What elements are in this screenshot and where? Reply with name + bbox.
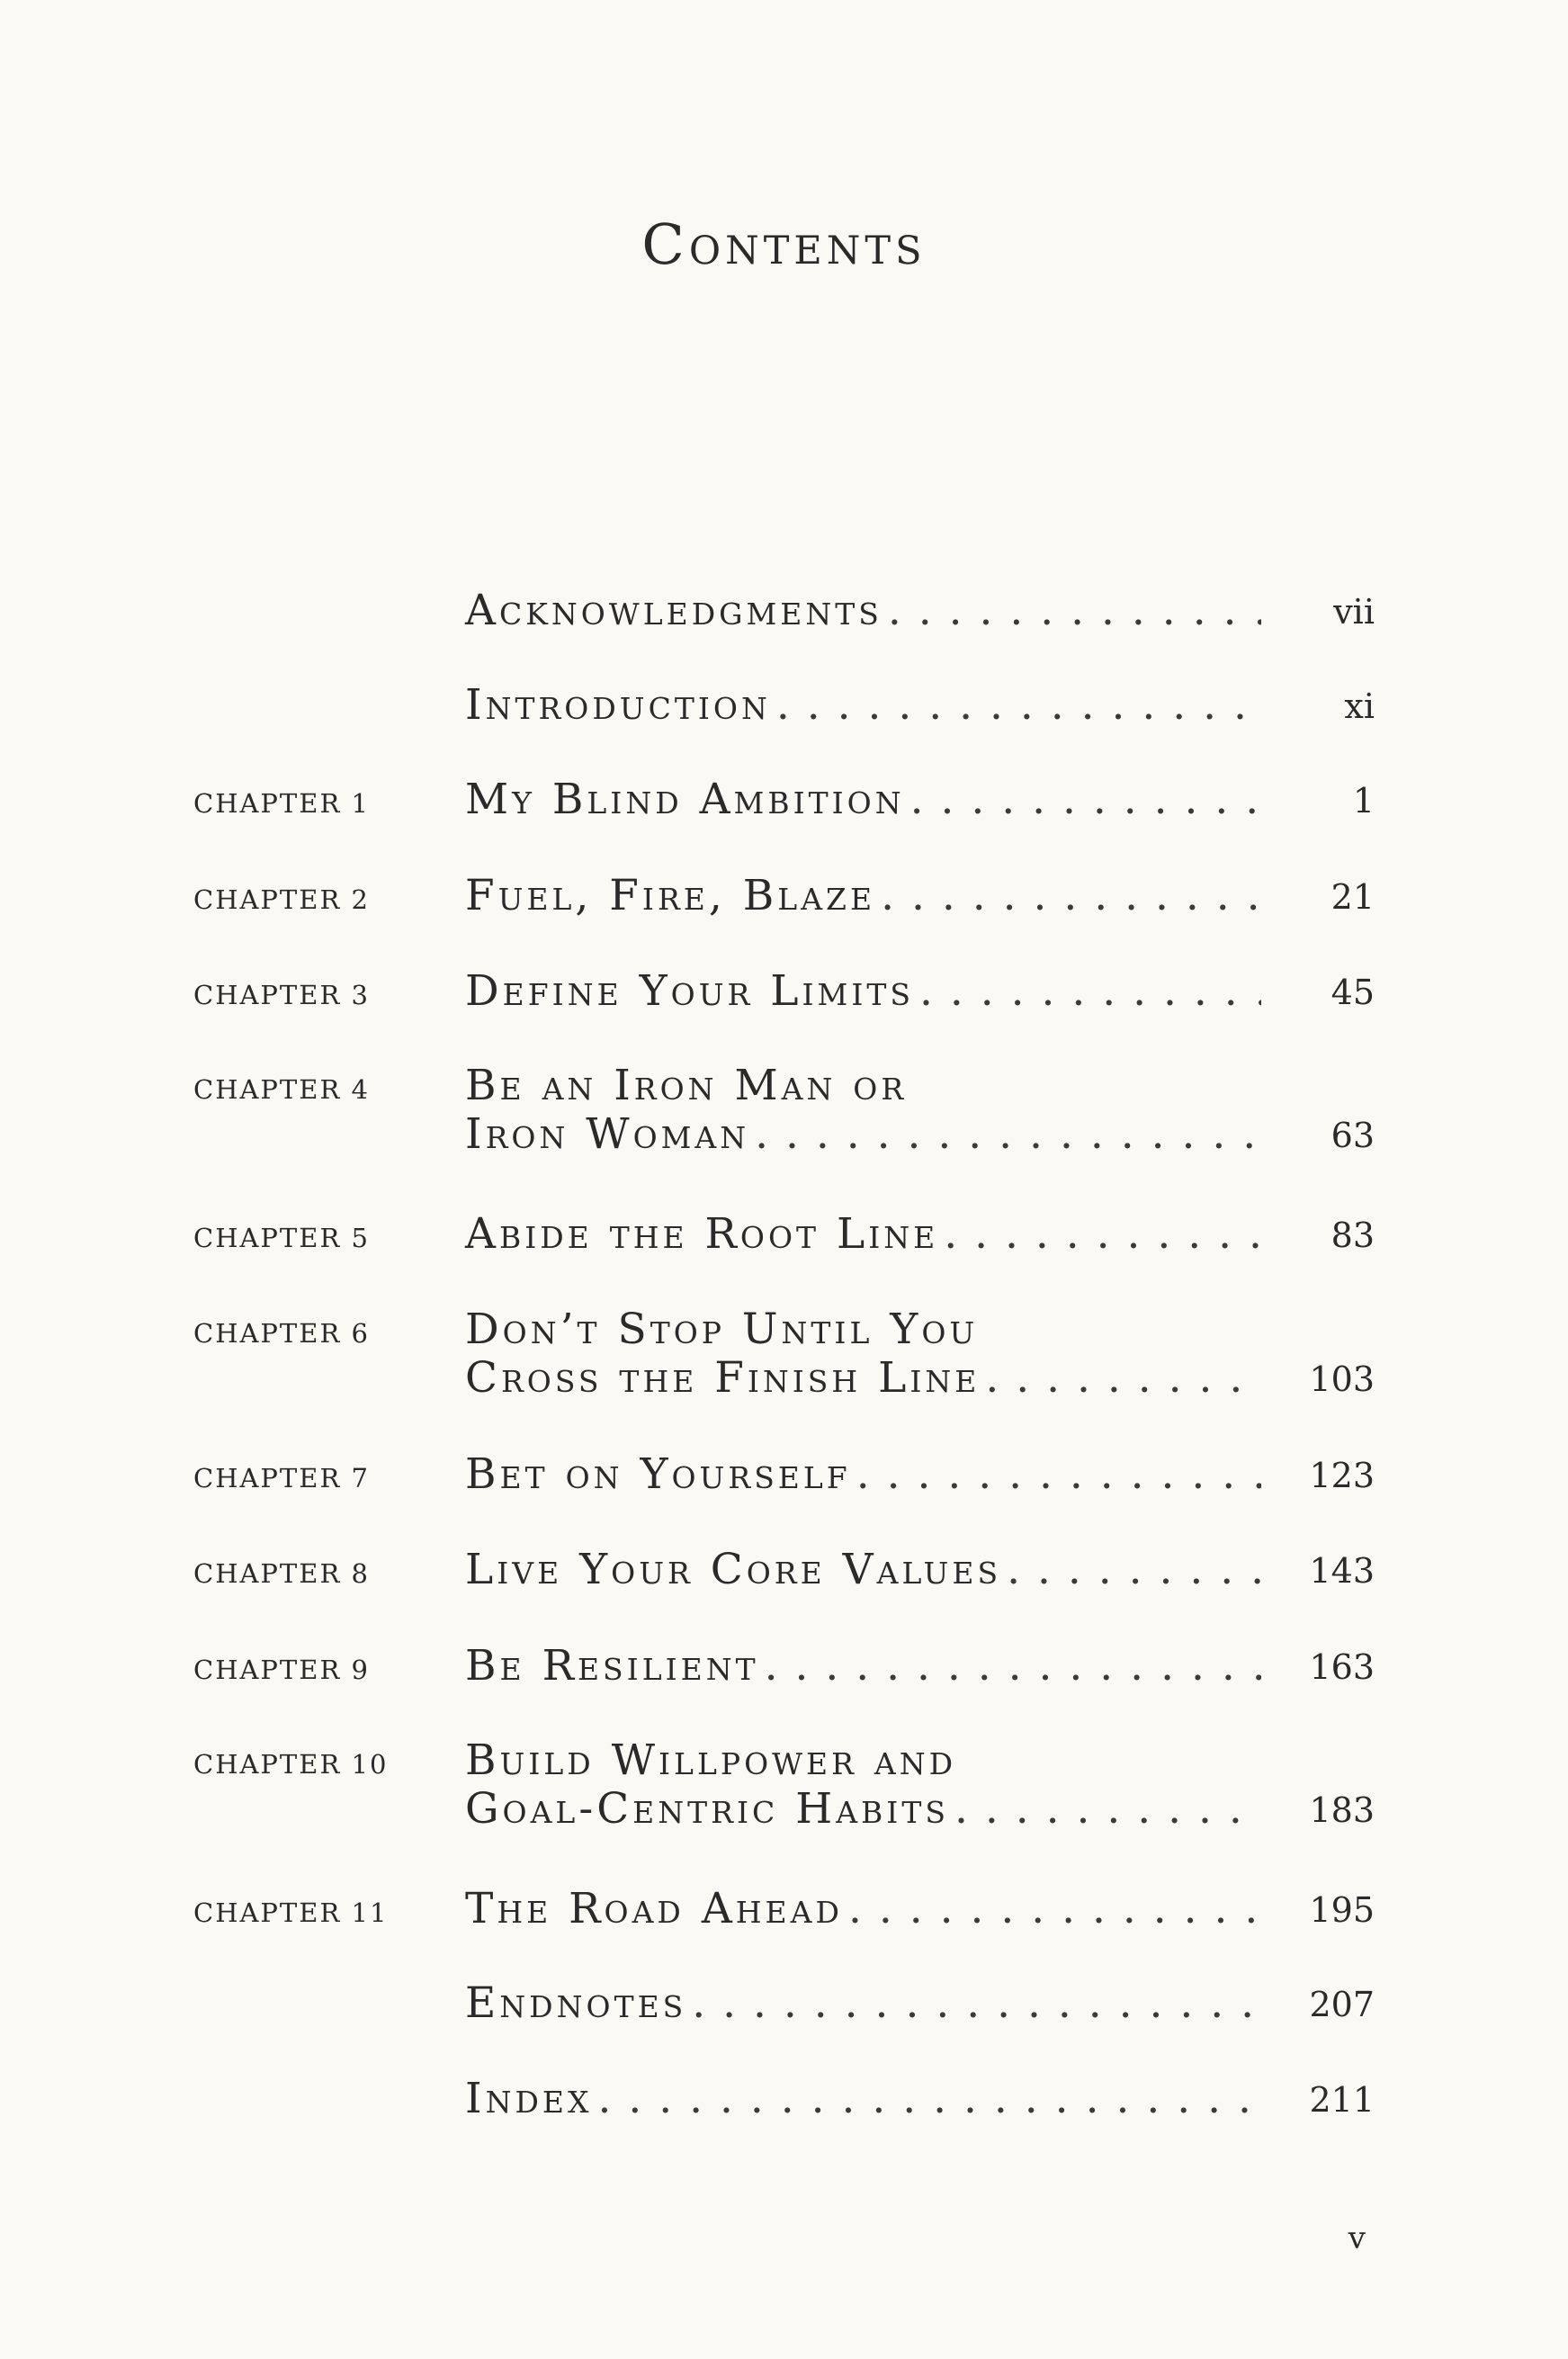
entry-title bbox=[465, 1885, 1261, 1933]
entry-page-number: 45 bbox=[1331, 973, 1375, 1012]
dot-leader bbox=[765, 1642, 1261, 1691]
entry-title-line: Be an Iron Man or bbox=[465, 1061, 908, 1110]
chapter-label: CHAPTER 6 bbox=[193, 1318, 370, 1349]
dot-leader bbox=[881, 872, 1261, 920]
dot-leader bbox=[919, 967, 1261, 1016]
entry-title bbox=[465, 1305, 1261, 1403]
dot-leader bbox=[856, 1450, 1261, 1499]
entry-title bbox=[465, 1450, 1261, 1499]
entry-title-line: My Blind Ambition bbox=[465, 775, 905, 824]
dot-leader bbox=[985, 1354, 1261, 1403]
entry-page-number: 207 bbox=[1309, 1985, 1375, 2024]
dot-leader bbox=[944, 1210, 1261, 1259]
entry-title-line: Endnotes bbox=[465, 1978, 687, 2028]
entry-page-number: 183 bbox=[1309, 1790, 1375, 1830]
dot-leader bbox=[848, 1885, 1261, 1933]
entry-title-line: Bet on Yourself bbox=[465, 1449, 851, 1499]
entry-page-number: 211 bbox=[1309, 2080, 1375, 2120]
entry-title-line: Index bbox=[465, 2074, 593, 2123]
chapter-label: CHAPTER 8 bbox=[193, 1558, 370, 1589]
dot-leader bbox=[910, 776, 1261, 824]
entry-title-line: Introduction bbox=[465, 680, 771, 730]
entry-page-number: 83 bbox=[1331, 1215, 1375, 1255]
chapter-label: CHAPTER 2 bbox=[193, 884, 370, 915]
entry-page-number: vii bbox=[1333, 592, 1375, 632]
entry-title-line: Abide the Root Line bbox=[465, 1209, 939, 1259]
entry-page-number: 195 bbox=[1309, 1890, 1375, 1930]
entry-title-line: Fuel, Fire, Blaze bbox=[465, 871, 876, 920]
entry-title bbox=[465, 1210, 1261, 1259]
entry-title-line: Define Your Limits bbox=[465, 966, 914, 1016]
entry-title bbox=[465, 1979, 1261, 2028]
chapter-label: CHAPTER 3 bbox=[193, 980, 370, 1010]
chapter-label: CHAPTER 7 bbox=[193, 1463, 370, 1493]
entry-title-line: Build Willpower and bbox=[465, 1736, 957, 1785]
dot-leader bbox=[1007, 1546, 1261, 1594]
entry-title bbox=[465, 681, 1261, 730]
entry-title-line: Acknowledgments bbox=[465, 586, 883, 635]
entry-page-number: 143 bbox=[1309, 1551, 1375, 1591]
chapter-label: CHAPTER 11 bbox=[193, 1897, 389, 1928]
entry-title-line: The Road Ahead bbox=[465, 1884, 843, 1933]
entry-title-line: Don’t Stop Until You bbox=[465, 1305, 979, 1354]
entry-title-line: Goal-Centric Habits bbox=[465, 1784, 949, 1834]
entry-title-line: Live Your Core Values bbox=[465, 1545, 1002, 1594]
dot-leader bbox=[755, 1110, 1261, 1159]
entry-title-line: Iron Woman bbox=[465, 1109, 750, 1159]
entry-title-line: Cross the Finish Line bbox=[465, 1353, 981, 1403]
page-title: Contents bbox=[641, 211, 927, 277]
dot-leader bbox=[692, 1979, 1261, 2028]
entry-title bbox=[465, 1642, 1261, 1691]
entry-page-number: 63 bbox=[1331, 1116, 1375, 1155]
chapter-label: CHAPTER 9 bbox=[193, 1655, 370, 1685]
entry-page-number: 103 bbox=[1309, 1359, 1375, 1399]
chapter-label: CHAPTER 4 bbox=[193, 1074, 370, 1105]
entry-title bbox=[465, 1062, 1261, 1159]
entry-page-number: xi bbox=[1344, 686, 1375, 726]
page-number-folio: v bbox=[1348, 2220, 1366, 2256]
entry-title-line: Be Resilient bbox=[465, 1641, 759, 1691]
entry-page-number: 163 bbox=[1309, 1647, 1375, 1687]
dot-leader bbox=[888, 587, 1261, 635]
chapter-label: CHAPTER 5 bbox=[193, 1223, 370, 1253]
entry-title bbox=[465, 967, 1261, 1016]
chapter-label: CHAPTER 10 bbox=[193, 1749, 389, 1780]
entry-title bbox=[465, 872, 1261, 920]
dot-leader bbox=[597, 2075, 1261, 2123]
dot-leader bbox=[954, 1785, 1261, 1834]
entry-title bbox=[465, 2075, 1261, 2123]
entry-title bbox=[465, 776, 1261, 824]
entry-page-number: 21 bbox=[1331, 877, 1375, 917]
chapter-label: CHAPTER 1 bbox=[193, 788, 370, 819]
entry-title bbox=[465, 1546, 1261, 1594]
entry-page-number: 1 bbox=[1352, 781, 1375, 821]
entry-title bbox=[465, 1736, 1261, 1834]
entry-title bbox=[465, 587, 1261, 635]
entry-page-number: 123 bbox=[1309, 1456, 1375, 1495]
dot-leader bbox=[776, 681, 1261, 730]
